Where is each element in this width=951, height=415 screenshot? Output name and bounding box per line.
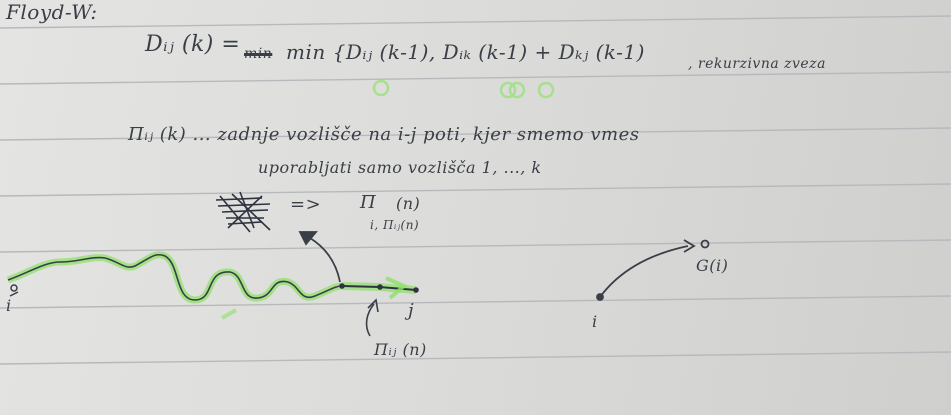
pointer-arrow [300, 232, 340, 282]
g-node-label: i [592, 312, 598, 331]
up-arrow [367, 300, 378, 336]
struck-word: min [244, 46, 273, 62]
definition-line1: Πᵢⱼ (k) ... zadnje vozlišče na i-j poti, kjer smemo vmes [128, 124, 640, 145]
definition-line2: uporabljati samo vozlišča 1, ..., k [258, 158, 542, 177]
pi-top-sub: i, Πᵢⱼ(n) [370, 218, 420, 232]
formula-note: , rekurzivna zveza [688, 56, 826, 72]
pi-top-b: (n) [396, 194, 421, 213]
formula-lhs: Dᵢⱼ (k) = [145, 32, 241, 57]
g-curve [597, 240, 709, 300]
arrow-to: => [290, 194, 322, 215]
pi-bottom: Πᵢⱼ (n) [374, 340, 427, 359]
formula-rhs: min {Dᵢⱼ (k-1), Dᵢₖ (k-1) + Dₖⱼ (k-1) [286, 40, 645, 64]
green-marks [374, 81, 553, 97]
scribble [216, 192, 270, 232]
g-label: G(i) [696, 256, 729, 275]
heading: Floyd-W: [6, 0, 98, 24]
node-j-label: j [408, 300, 415, 321]
node-i-label: i [6, 296, 12, 315]
wavy-path [8, 255, 419, 318]
pi-top-a: Π [360, 192, 377, 213]
